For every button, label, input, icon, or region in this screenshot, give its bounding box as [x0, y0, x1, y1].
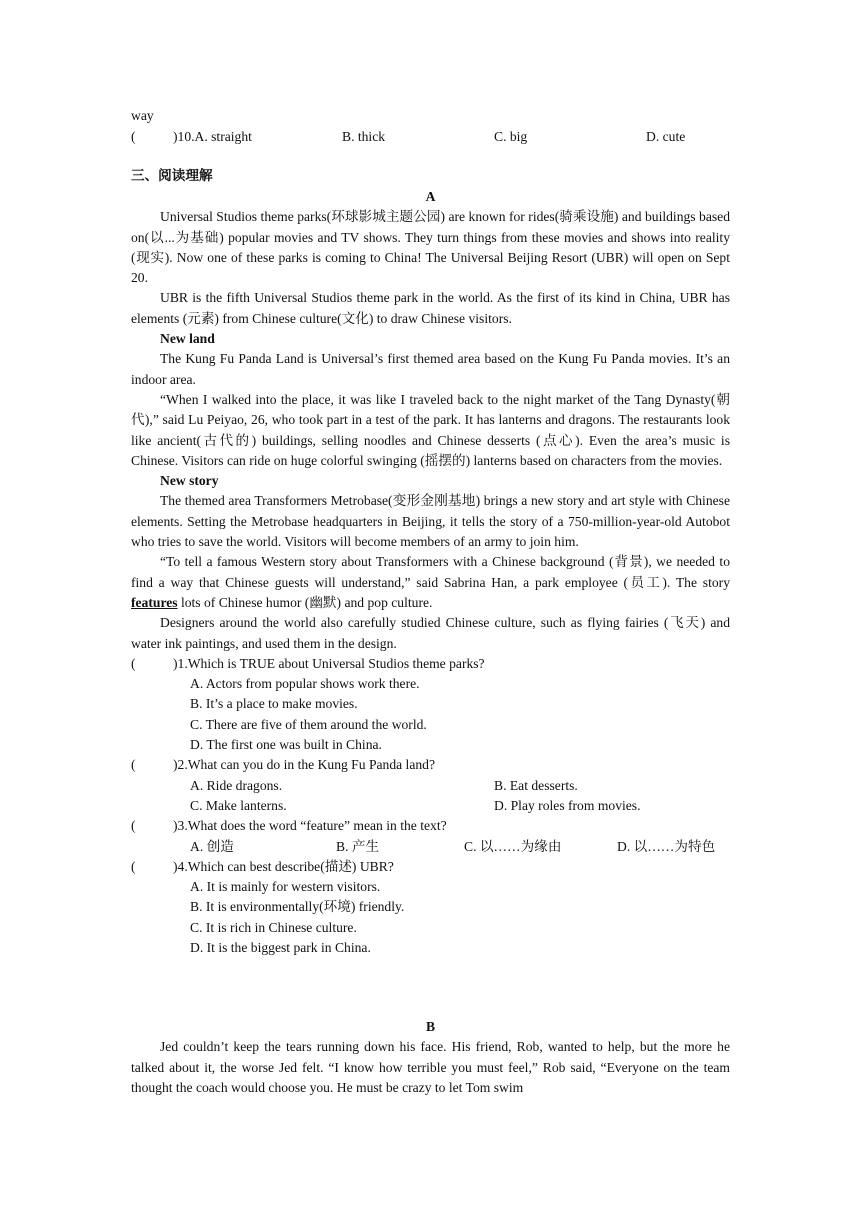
paragraph: Universal Studios theme parks(环球影城主题公园) are known for rides(骑乘设施) and buildings based on(以...为基础) popular movies and TV shows. They turn things from these movies and shows into reality (现实). Now one of these parks is coming to China! The Universal Beijing Resort (UBR) will open on Sept 20. [131, 209, 730, 286]
answer-blank: ( [131, 757, 136, 773]
option-d: D. 以……为特色 [617, 838, 716, 854]
option-c: C. There are five of them around the world. [190, 716, 427, 732]
option-c: C. 以……为缘由 [464, 838, 562, 854]
paragraph-text: “To tell a famous Western story about Transformers with a Chinese background (背景), we needed to find a way that Chinese guests will understand,” said Sabrina Han, a park employee (员工). The story [131, 554, 730, 590]
answer-blank: ( [131, 655, 136, 671]
option-row [131, 918, 730, 938]
paragraph [131, 552, 730, 613]
question-10-paren: ( [131, 129, 136, 144]
question-10-option-a: )10.A. straight [173, 129, 252, 144]
option-c: C. Make lanterns. [190, 797, 287, 813]
paragraph: Designers around the world also carefully studied Chinese culture, such as flying fairies (飞天) and water ink paintings, and used them in the design. [131, 615, 730, 651]
paragraph: “When I walked into the place, it was like I traveled back to the night market of the Tang Dynasty(朝代),” said Lu Peiyao, 26, who took part in a test of the park. It has lanterns and dragons. The restaurants look like ancient(古代的) buildings, selling noodles and Chinese desserts (点心). Even the area’s music is Chinese. Visitors can ride on huge colorful swinging (摇摆的) lanterns based on characters from the movies. [131, 391, 730, 468]
option-d: D. Play roles from movies. [494, 797, 641, 813]
question-4 [131, 857, 730, 877]
paragraph-text: lots of Chinese humor (幽默) and pop culture. [177, 594, 433, 610]
passage-b [131, 1017, 730, 1098]
question-10-option-b: B. thick [342, 129, 386, 144]
option-b: B. It’s a place to make movies. [190, 696, 358, 712]
option-a: A. Actors from popular shows work there. [190, 676, 420, 692]
passage-b-label: B [425, 1019, 436, 1034]
question-10-option-d: D. cute [646, 129, 686, 144]
section-title: 三、阅读理解 [131, 168, 213, 183]
option-c: C. It is rich in Chinese culture. [190, 919, 357, 935]
option-b: B. 产生 [336, 838, 380, 854]
passage-a-label: A [425, 189, 436, 204]
question-1 [131, 654, 730, 674]
question-10-option-c: C. big [494, 129, 528, 144]
paragraph: UBR is the fifth Universal Studios theme park in the world. As the first of its kind in China, UBR has elements (元素) from Chinese culture(文化) to draw Chinese visitors. [131, 290, 730, 326]
option-row [131, 715, 730, 735]
option-row [131, 776, 730, 796]
question-text: )2.What can you do in the Kung Fu Panda land? [173, 757, 435, 773]
question-text: )3.What does the word “feature” mean in the text? [173, 818, 447, 834]
subheading-new-land: New land [160, 331, 215, 347]
option-row [131, 674, 730, 694]
keyword-features: features [131, 594, 178, 610]
option-row [131, 694, 730, 714]
question-text: )4.Which can best describe(描述) UBR? [173, 858, 394, 874]
answer-blank: ( [131, 818, 136, 834]
option-row [131, 796, 730, 816]
option-a: A. Ride dragons. [190, 777, 283, 793]
question-2 [131, 755, 730, 775]
subheading-new-story: New story [160, 473, 219, 489]
passage-a [131, 187, 730, 958]
option-row [131, 735, 730, 755]
option-row [131, 938, 730, 958]
paragraph: Jed couldn’t keep the tears running down his face. His friend, Rob, wanted to help, but the more he talked about it, the worse Jed felt. “I know how terrible you must feel,” Rob said, “Everyone on the team thought the coach would choose you. He must be crazy to let Tom swim [131, 1039, 730, 1095]
answer-blank: ( [131, 858, 136, 874]
option-row [131, 897, 730, 917]
fragment-text: way [131, 108, 154, 123]
paragraph: The Kung Fu Panda Land is Universal’s first themed area based on the Kung Fu Panda movies. It’s an indoor area. [131, 351, 730, 387]
option-a: A. 创造 [190, 838, 234, 854]
question-text: )1.Which is TRUE about Universal Studios theme parks? [173, 655, 485, 671]
question-3 [131, 816, 730, 836]
option-row [131, 877, 730, 897]
option-d: D. It is the biggest park in China. [190, 939, 371, 955]
option-a: A. It is mainly for western visitors. [190, 879, 381, 895]
paragraph: The themed area Transformers Metrobase(变形金刚基地) brings a new story and art style with Chinese elements. Setting the Metrobase headquarters in Beijing, it tells the story of a 750-million-year-old Autobot who tries to save the world. Visitors will become members of an army to join him. [131, 493, 730, 550]
option-b: B. Eat desserts. [494, 777, 578, 793]
option-d: D. The first one was built in China. [190, 737, 382, 753]
option-row [131, 837, 730, 857]
option-b: B. It is environmentally(环境) friendly. [190, 899, 405, 915]
